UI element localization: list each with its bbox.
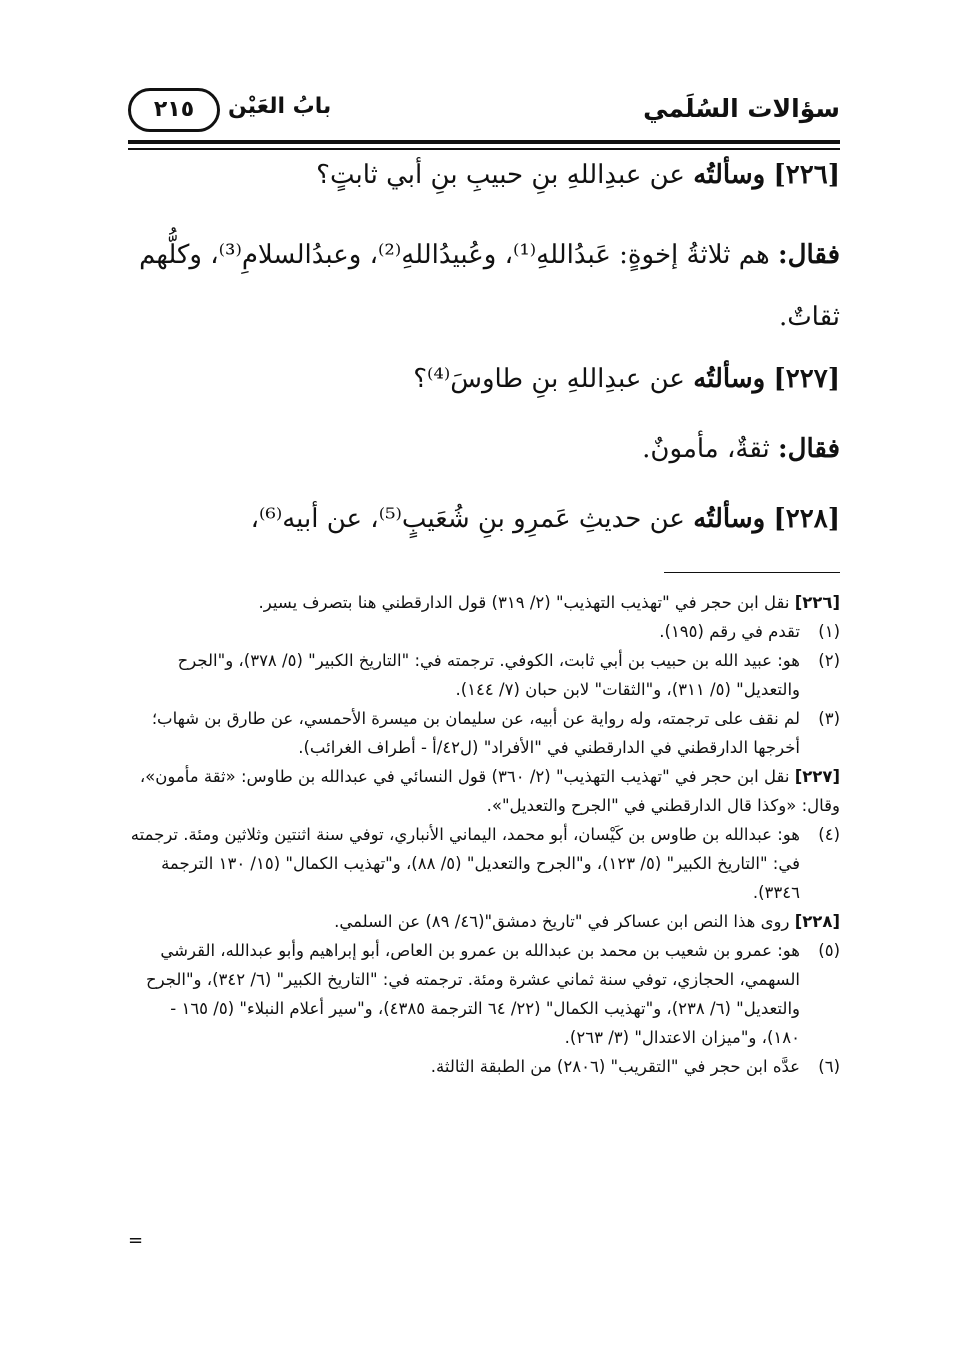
- footnote-text: هو: عبدالله بن طاوس بن كَيْسان، أبو محمد، اليماني الأنباري، توفي سنة اثنتين وثلاثين ومئة. ترجمته في: "التاريخ الكبير" (٥/ ١٢٣)، و"الجرح والتعديل" (٥/ ٨٨)، و"تهذيب الكمال" (١٥/ ١٣٠ الترجمة ٣٣٤٦).: [130, 825, 800, 902]
- answer-226: [128, 224, 840, 348]
- footnote-3: [128, 704, 840, 762]
- footnote-1: [128, 617, 840, 646]
- footnote-number: (٥): [818, 941, 840, 960]
- footnote-4: [128, 820, 840, 907]
- continuation-mark: =: [128, 1230, 144, 1251]
- question-226: [316, 160, 840, 190]
- entry-text: عن عبدِاللهِ بنِ حبيبِ بنِ أبي ثابتٍ؟: [316, 160, 685, 190]
- footnote-ref: [٢٢٧]: [794, 767, 840, 786]
- question-227: [413, 364, 840, 394]
- header-rule-thin: [128, 148, 840, 150]
- footnote-text: نقل ابن حجر في "تهذيب التهذيب" (٢/ ٣٦٠) قول النسائي في عبدالله بن طاوس: «ثقة مأمون»، وقال: «وكذا قال الدارقطني في "الجرح والتعديل"».: [139, 767, 840, 815]
- footnote-number: (٢): [818, 651, 840, 670]
- answer-text: هم ثلاثةُ إخوةٍ: عَبدُاللهِ⁽¹⁾، وعُبيدُاللهِ⁽²⁾، وعبدُالسلامِ⁽³⁾، وكلُّهم ثقاتٌ.: [139, 240, 840, 332]
- footnote-text: لم نقف على ترجمته، وله رواية عن أبيه، عن سليمان بن ميسرة الأحمسي، عن طارق بن شهاب؛ أخرجها الدارقطني في الدارقطني في "الأفراد" (ل٤٢/أ - أطراف الغرائب).: [151, 709, 800, 757]
- answer-lead: فقال:: [778, 434, 840, 464]
- footnote-ref-227: [128, 762, 840, 820]
- footnote-text: هو: عبيد الله بن حبيب بن أبي ثابت، الكوفي. ترجمته في: "التاريخ الكبير" (٥/ ٣٧٨)، و"الجرح والتعديل" (٥/ ٣١١)، و"الثقات" لابن حبان (٧/ ١٤٤).: [177, 651, 800, 699]
- entry-number: [٢٢٨]: [773, 504, 840, 534]
- footnote-number: (١): [818, 622, 840, 641]
- answer-lead: فقال:: [778, 240, 840, 270]
- page-header: [128, 88, 840, 140]
- header-rule-thick: [128, 140, 840, 144]
- entry-text: عن عبدِاللهِ بنِ طاوسَ⁽⁴⁾؟: [413, 364, 685, 394]
- page-number: ٢١٥: [128, 88, 220, 132]
- footnote-ref: [٢٢٨]: [794, 912, 840, 931]
- entry-lead: وسألتُه: [693, 160, 766, 190]
- chapter-title: بابُ العَيْن: [228, 94, 332, 119]
- entry-number: [٢٢٦]: [773, 160, 840, 190]
- footnote-separator: [664, 572, 840, 573]
- footnote-number: (٦): [818, 1057, 840, 1076]
- footnote-number: (٣): [818, 709, 840, 728]
- answer-227: [642, 434, 840, 464]
- entry-number: [٢٢٧]: [773, 364, 840, 394]
- footnote-ref-226: [128, 588, 840, 617]
- footnote-text: نقل ابن حجر في "تهذيب التهذيب" (٢/ ٣١٩) قول الدارقطني هنا بتصرف يسير.: [258, 593, 790, 612]
- footnote-2: [128, 646, 840, 704]
- footnote-ref: [٢٢٦]: [794, 593, 840, 612]
- footnote-5: [128, 936, 840, 1052]
- entry-lead: وسألتُه: [693, 364, 766, 394]
- entry-lead: وسألتُه: [693, 504, 766, 534]
- book-title: سؤالات السُلَمي: [643, 94, 840, 123]
- footnote-text: هو: عمرو بن شعيب بن محمد بن عبدالله بن عمرو بن العاص، أبو إبراهيم وأبو عبدالله، القرشي السهمي، الحجازي، توفي سنة ثماني عشرة ومئة. ترجمته في: "التاريخ الكبير" (٦/ ٣٤٢)، و"الجرح والتعديل" (٦/ ٢٣٨)، و"تهذيب الكمال" (٢٢/ ٦٤ الترجمة ٤٣٨٥)، و"سير أعلام النبلاء" (٥/ ١٦٥ - ١٨٠)، و"ميزان الاعتدال" (٣/ ٢٦٣).: [145, 941, 800, 1047]
- footnote-ref-228: [128, 907, 840, 936]
- footnote-number: (٤): [818, 825, 840, 844]
- footnote-text: روى هذا النص ابن عساكر في "تاريخ دمشق"(٤٦/ ٨٩) عن السلمي.: [334, 912, 790, 931]
- answer-text: ثقةٌ، مأمونٌ.: [642, 434, 770, 464]
- question-228: [251, 504, 840, 534]
- footnotes: [128, 588, 840, 1081]
- footnote-6: [128, 1052, 840, 1081]
- footnote-text: عدَّه ابن حجر في "التقريب" (٢٨٠٦) من الطبقة الثالثة.: [430, 1057, 800, 1076]
- entry-text: عن حديثِ عَمرِو بنِ شُعَيبٍ⁽⁵⁾، عن أبيه⁽⁶⁾،: [250, 504, 685, 534]
- footnote-text: تقدم في رقم (١٩٥).: [659, 622, 800, 641]
